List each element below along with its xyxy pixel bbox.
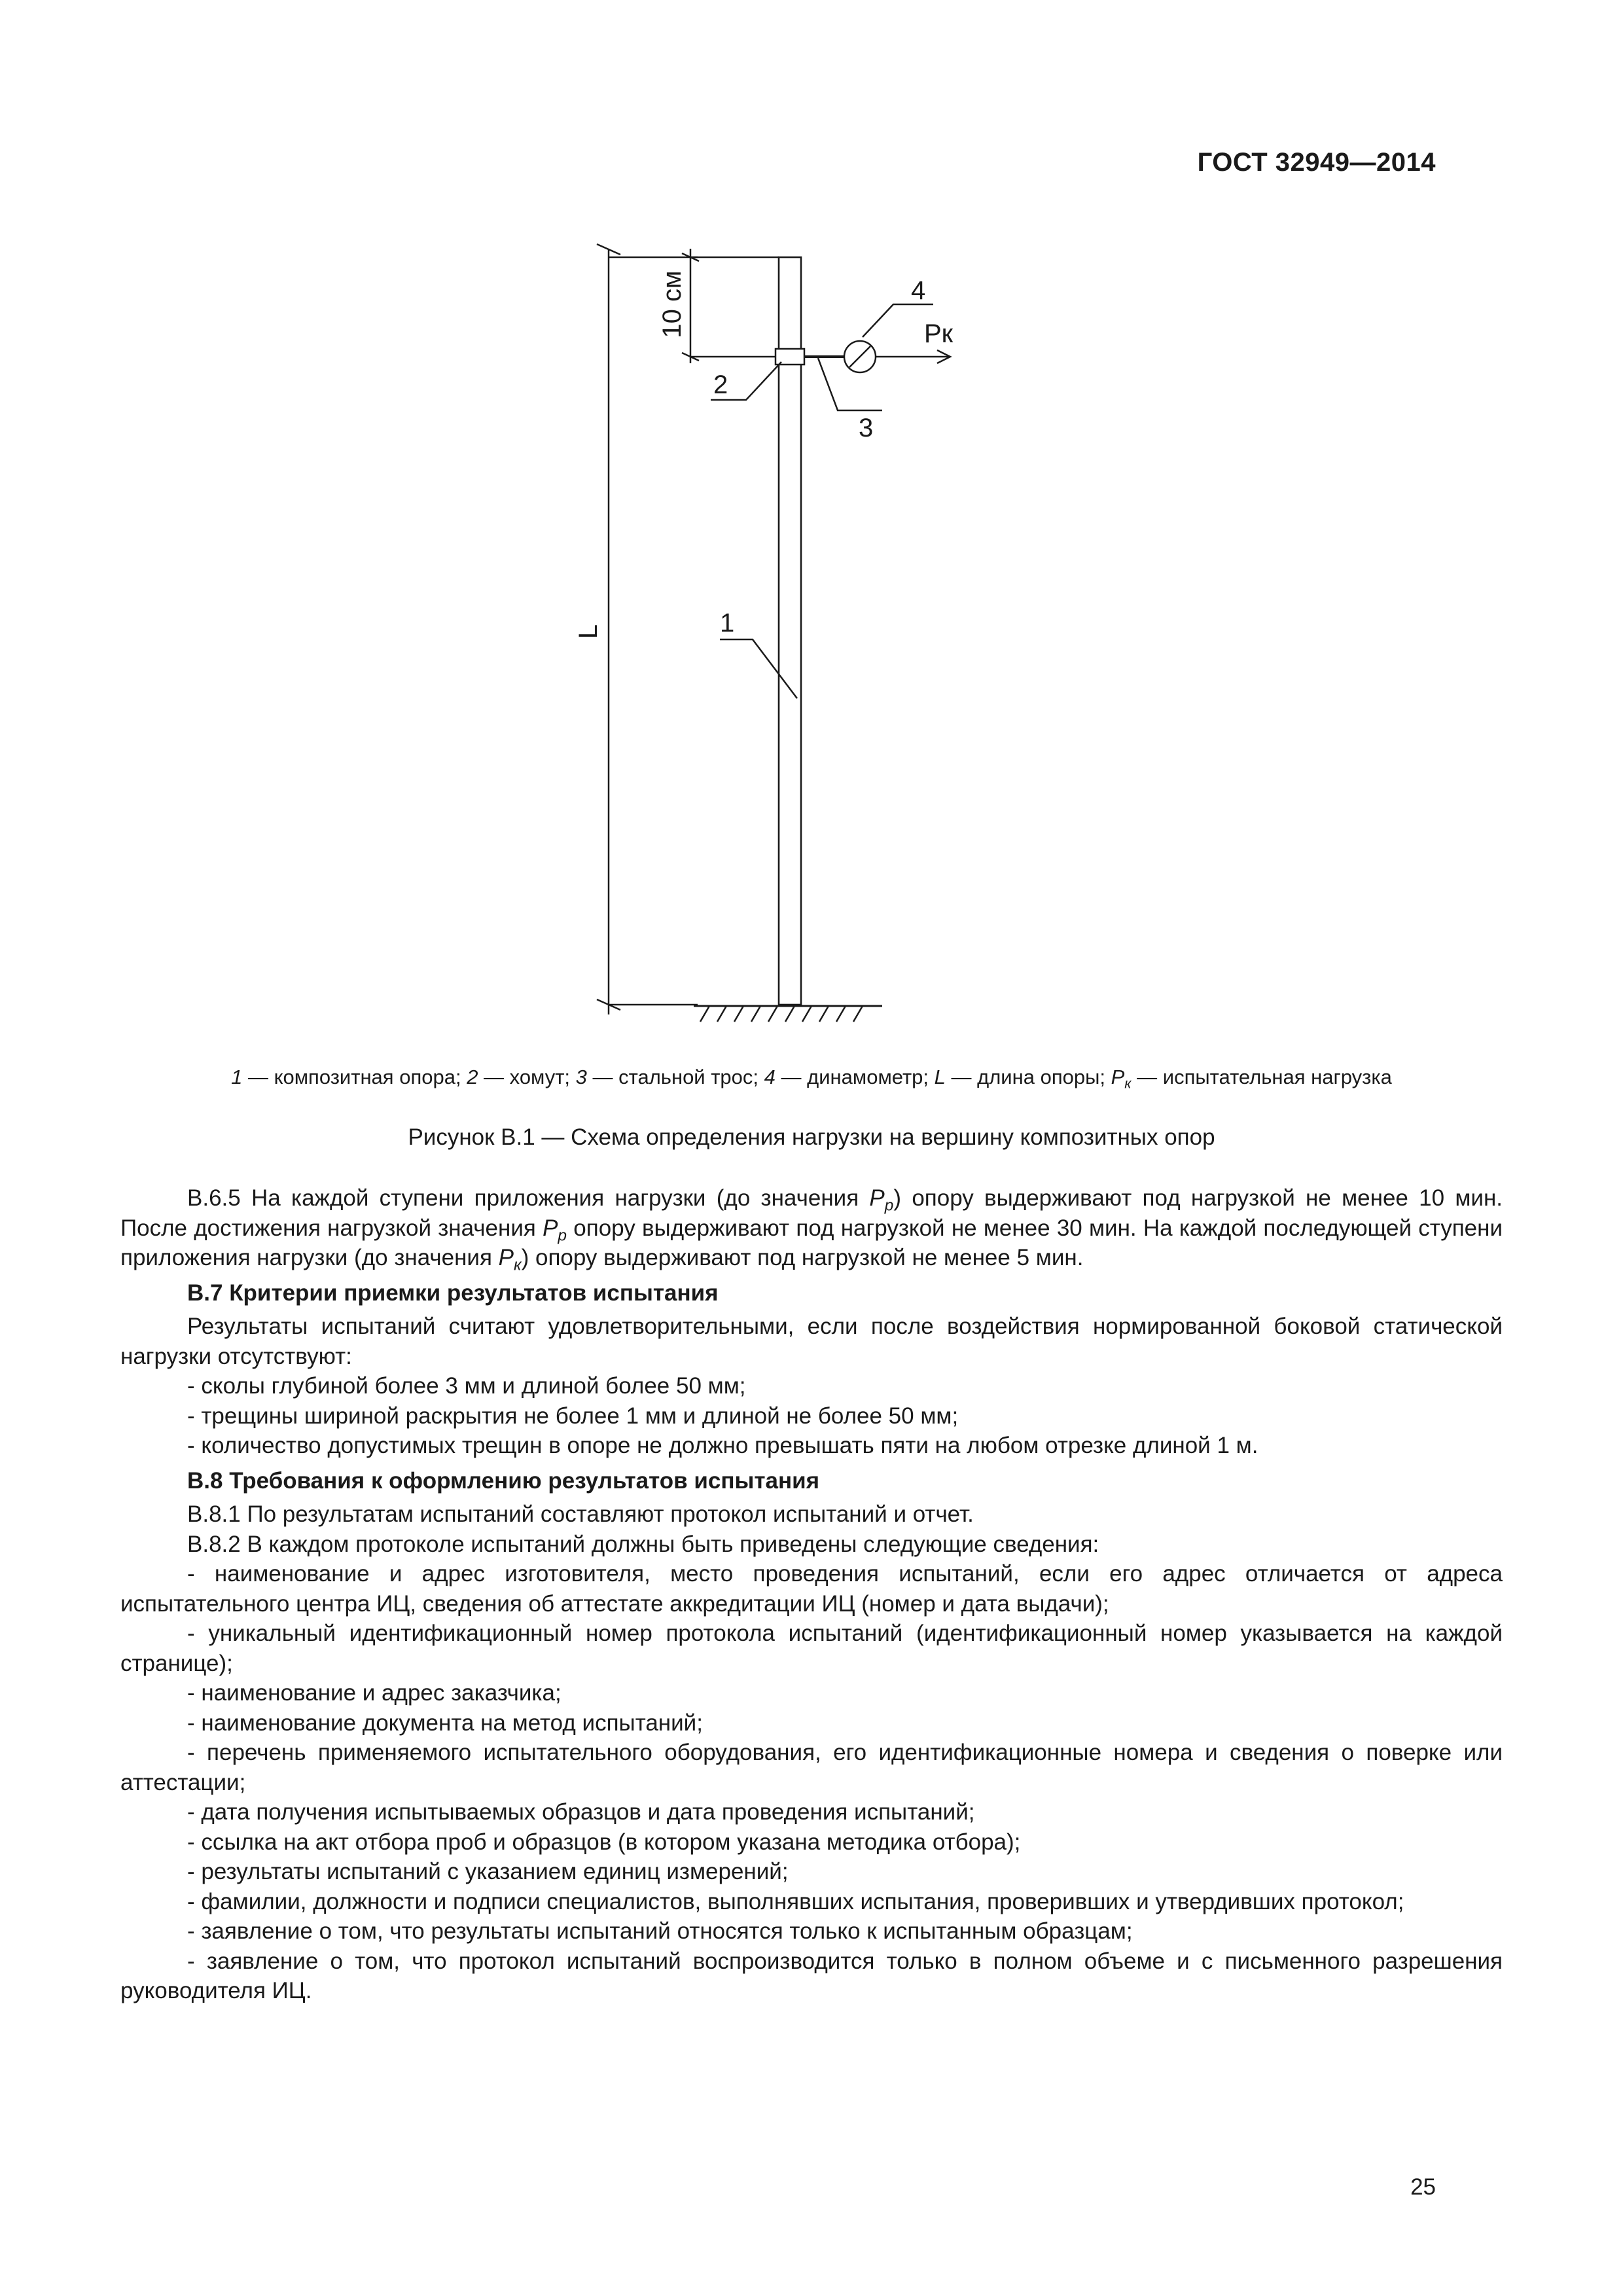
- figure-caption: Рисунок В.1 — Схема определения нагрузки на вершину композитных опор: [408, 1124, 1215, 1150]
- list-item: - уникальный идентификационный номер протокола испытаний (идентификационный номер указывается на каждой странице);: [120, 1621, 1503, 1676]
- list-item: - сколы глубиной более 3 мм и длиной более 50 мм;: [187, 1373, 746, 1399]
- b65-text-2: ) опору выдерживают под нагрузкой не менее 10 мин. После достижения нагрузкой значения: [120, 1185, 1503, 1241]
- document-body: [120, 1183, 1503, 2006]
- force-label-pk: Pк: [924, 319, 954, 348]
- list-item: - перечень применяемого испытательного оборудования, его идентификационные номера и сведения о поверке или аттестации;: [120, 1740, 1503, 1795]
- callout-2: 2: [713, 370, 728, 399]
- legend-text-2: — хомут;: [478, 1066, 576, 1088]
- list-b7: [120, 1371, 1503, 1461]
- figure-pole-load-diagram: [569, 239, 962, 1024]
- pole-shape: [779, 257, 801, 1005]
- legend-text-pk: — испытательная нагрузка: [1131, 1066, 1392, 1088]
- legend-text-3: — стальной трос;: [586, 1066, 764, 1088]
- label-10cm: 10 см: [658, 270, 687, 338]
- section-heading-b8: В.8 Требования к оформлению результатов испытания: [187, 1467, 820, 1494]
- list-item: - наименование и адрес заказчика;: [187, 1680, 562, 1706]
- list-item: - заявление о том, что результаты испытаний относятся только к испытанным образцам;: [187, 1918, 1133, 1944]
- list-item: - ссылка на акт отбора проб и образцов (в котором указана методика отбора);: [187, 1829, 1021, 1855]
- legend-key-l: L: [934, 1066, 946, 1088]
- section-heading-b7: В.7 Критерии приемки результатов испытания: [187, 1280, 719, 1306]
- b65-text-1: В.6.5 На каждой ступени приложения нагрузки (до значения: [187, 1185, 870, 1211]
- legend-key-pk-sub: к: [1124, 1075, 1132, 1092]
- callout-1: 1: [720, 609, 735, 637]
- list-item: - результаты испытаний с указанием единиц измерений;: [187, 1859, 789, 1884]
- callout-3: 3: [859, 414, 874, 442]
- clamp-shape: [776, 349, 804, 365]
- legend-key-4: 4: [764, 1066, 776, 1088]
- diagram-svg: [569, 239, 962, 1024]
- b65-sub-1: р: [884, 1196, 894, 1215]
- legend-key-pk: P: [1111, 1066, 1125, 1088]
- legend-key-1: 1: [231, 1066, 243, 1088]
- legend-key-3: 3: [575, 1066, 587, 1088]
- list-item: - заявление о том, что протокол испытаний воспроизводится только в полном объеме и с письменного разрешения руководителя ИЦ.: [120, 1948, 1503, 2003]
- b65-sub-3: к: [514, 1256, 522, 1274]
- document-id-header: ГОСТ 32949—2014: [1197, 148, 1436, 177]
- legend-text-4: — динамометр;: [775, 1066, 935, 1088]
- list-item: - дата получения испытываемых образцов и дата проведения испытаний;: [187, 1799, 975, 1825]
- list-item: - наименование и адрес изготовителя, место проведения испытаний, если его адрес отличается от адреса испытательного центра ИЦ, сведения об аттестате аккредитации ИЦ (номер и дата выдачи);: [120, 1561, 1503, 1617]
- list-item: - трещины шириной раскрытия не более 1 мм и длиной не более 50 мм;: [187, 1403, 959, 1429]
- list-item: - наименование документа на метод испытаний;: [187, 1710, 703, 1736]
- legend-text-l: — длина опоры;: [945, 1066, 1111, 1088]
- paragraph-b65: [120, 1183, 1503, 1273]
- b65-text-4: ) опору выдерживают под нагрузкой не менее 5 мин.: [521, 1245, 1084, 1270]
- label-length-l: L: [574, 624, 603, 639]
- leader-4: [863, 304, 933, 337]
- ground-hatching: [700, 1006, 863, 1022]
- paragraph-b82: В.8.2 В каждом протоколе испытаний должны быть приведены следующие сведения:: [187, 1531, 1099, 1557]
- b65-sub-2: р: [558, 1226, 567, 1244]
- list-item: - фамилии, должности и подписи специалистов, выполнявших испытания, проверивших и утвердивших протокол;: [187, 1888, 1404, 1914]
- paragraph-b7-intro: Результаты испытаний считают удовлетворительными, если после воздействия нормированной боковой статической нагрузки отсутствуют:: [120, 1314, 1503, 1369]
- legend-key-2: 2: [467, 1066, 478, 1088]
- page-number: 25: [1410, 2174, 1436, 2200]
- b65-var-3: P: [498, 1245, 514, 1270]
- b65-var-2: P: [543, 1215, 558, 1241]
- legend-text-1: — композитная опора;: [242, 1066, 467, 1088]
- b65-var-1: P: [869, 1185, 885, 1211]
- list-b8: [120, 1559, 1503, 2006]
- figure-legend: [120, 1066, 1503, 1092]
- callout-4: 4: [911, 276, 926, 305]
- list-item: - количество допустимых трещин в опоре не должно превышать пяти на любом отрезке длиной 1 м.: [187, 1433, 1258, 1458]
- b65-text-3: опору выдерживают под нагрузкой не менее 30 мин. На каждой последующей ступени приложения нагрузки (до значения: [120, 1215, 1503, 1270]
- paragraph-b81: В.8.1 По результатам испытаний составляют протокол испытаний и отчет.: [187, 1501, 974, 1527]
